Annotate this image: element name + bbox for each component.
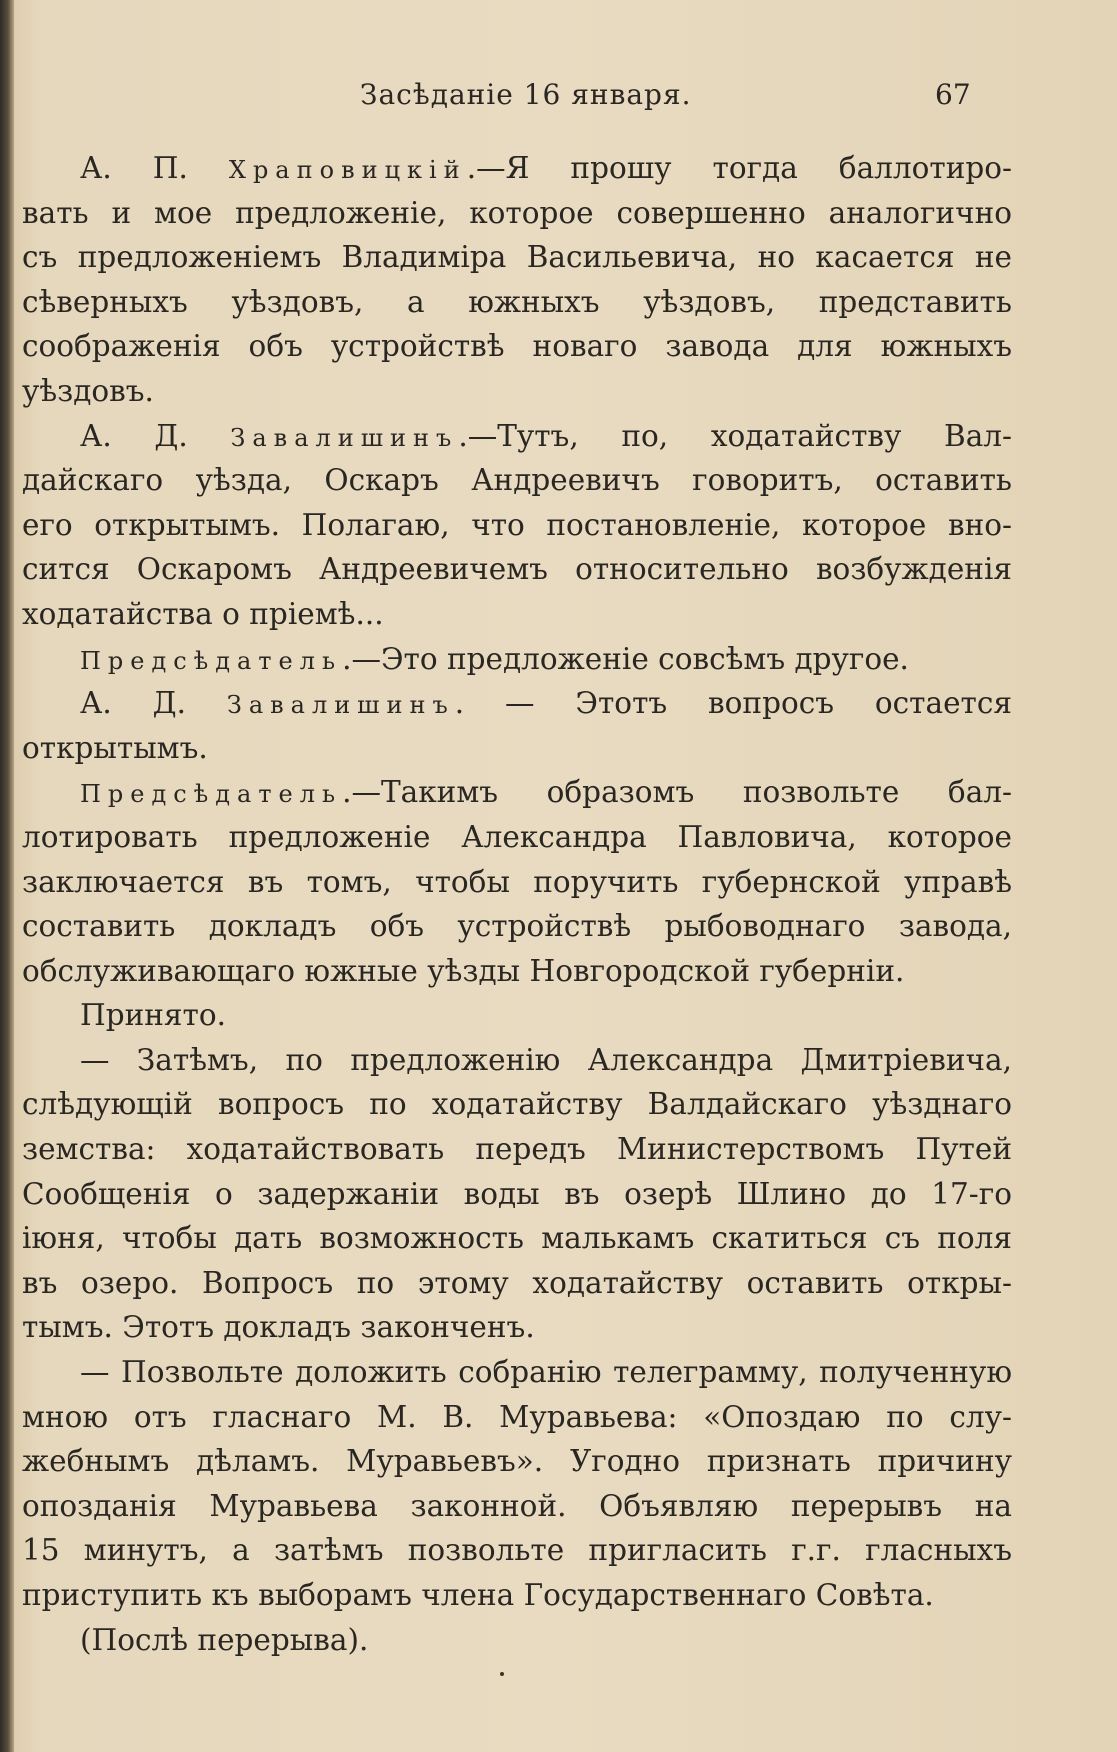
line-text: жебнымъ дѣламъ. Муравьевъ». Угодно признать причину xyxy=(22,1444,1012,1479)
line-text: соображенія объ устройствѣ новаго завода для южныхъ xyxy=(22,329,1012,364)
text-line xyxy=(22,949,1012,994)
speaker-name: Завалишинъ xyxy=(230,423,459,452)
text-line xyxy=(22,1395,1012,1440)
text-line xyxy=(22,503,1012,548)
line-text: обслуживающаго южные уѣзды Новгородской губерніи. xyxy=(22,953,905,988)
line-text: .—Это предложеніе совсѣмъ другое. xyxy=(342,641,909,676)
line-text: его открытымъ. Полагаю, что постановленіе, которое вно- xyxy=(22,507,1012,542)
text-line xyxy=(22,324,1012,369)
line-text: вать и мое предложеніе, которое совершенно аналогично xyxy=(22,195,1012,230)
line-text: іюня, чтобы дать возможность малькамъ скатиться съ поля xyxy=(22,1221,1012,1256)
paragraph xyxy=(22,681,1012,770)
line-text: приступить къ выборамъ члена Государственнаго Совѣта. xyxy=(22,1578,934,1612)
speaker-name: Храповицкій xyxy=(228,156,467,184)
line-text: 15 минутъ, а затѣмъ позвольте пригласить г.г. гласныхъ xyxy=(22,1533,1012,1568)
text-line xyxy=(22,547,1012,592)
line-text: .—Такимъ образомъ позвольте бал- xyxy=(342,775,1012,810)
text-line xyxy=(22,191,1012,236)
paragraph xyxy=(22,146,1012,414)
text-line xyxy=(22,1573,1012,1618)
text-line xyxy=(22,414,1012,459)
paragraph xyxy=(22,770,1012,993)
speaker-name: Предсѣдатель xyxy=(80,646,343,675)
paragraph xyxy=(22,637,1012,682)
paragraph xyxy=(22,993,1012,1038)
line-text: лотировать предложеніе Александра Павловича, которое xyxy=(22,819,1012,854)
text-line xyxy=(22,1172,1012,1217)
speaker-name: Предсѣдатель xyxy=(80,780,343,809)
line-text: въ озеро. Вопросъ по этому ходатайству оставить откры- xyxy=(22,1265,1012,1300)
text-line xyxy=(22,592,1012,637)
text-line xyxy=(22,1618,1012,1663)
text-line xyxy=(22,369,1012,414)
text-line xyxy=(22,146,1012,191)
line-text: . — Этотъ вопросъ остается xyxy=(454,686,1012,721)
text-line xyxy=(22,1484,1012,1529)
speaker-initials: А. Д. xyxy=(80,686,227,721)
line-text: тымъ. Этотъ докладъ законченъ. xyxy=(22,1310,535,1345)
book-spine xyxy=(0,0,14,1752)
running-header xyxy=(0,78,1117,128)
line-text: Принято. xyxy=(80,998,227,1033)
text-line xyxy=(22,904,1012,949)
line-text: составить докладъ объ устройствѣ рыбоводнаго завода, xyxy=(22,909,1012,944)
ink-speck xyxy=(500,1672,504,1676)
speaker-name: Завалишинъ xyxy=(226,691,455,720)
line-text: ходатайства о пріемѣ... xyxy=(22,596,384,631)
text-line xyxy=(22,1127,1012,1172)
text-line xyxy=(22,1305,1012,1350)
line-text: слѣдующій вопросъ по ходатайству Валдайскаго уѣзднаго xyxy=(22,1087,1012,1122)
speaker-initials: А. П. xyxy=(80,151,229,185)
line-text: заключается въ томъ, чтобы поручить губернской управѣ xyxy=(22,864,1012,899)
text-line xyxy=(22,235,1012,280)
line-text: земства: ходатайствовать передъ Министерствомъ Путей xyxy=(22,1132,1012,1167)
text-line xyxy=(22,770,1012,815)
line-text: — Затѣмъ, по предложенію Александра Дмитріевича, xyxy=(80,1042,1012,1077)
paragraph xyxy=(22,1038,1012,1350)
text-line xyxy=(22,1528,1012,1573)
text-line xyxy=(22,1216,1012,1261)
paragraph xyxy=(22,1350,1012,1618)
line-text: мною отъ гласнаго М. В. Муравьева: «Опоздаю по слу- xyxy=(22,1399,1012,1434)
text-line xyxy=(22,1261,1012,1306)
line-text: уѣздовъ. xyxy=(22,373,154,408)
text-line xyxy=(22,726,1012,771)
speaker-initials: А. Д. xyxy=(80,418,231,453)
line-text: (Послѣ перерыва). xyxy=(80,1622,369,1657)
text-line xyxy=(22,1350,1012,1395)
line-text: сится Оскаромъ Андреевичемъ относительно возбужденія xyxy=(22,552,1012,587)
text-line xyxy=(22,860,1012,905)
text-line xyxy=(22,815,1012,860)
page-number: 67 xyxy=(935,78,971,111)
line-text: .—Я прошу тогда баллотиро- xyxy=(466,151,1012,185)
body-text xyxy=(22,146,1012,1662)
line-text: съ предложеніемъ Владиміра Васильевича, но касается не xyxy=(22,240,1012,275)
text-line xyxy=(22,1082,1012,1127)
line-text: опозданія Муравьева законной. Объявляю перерывъ на xyxy=(22,1488,1012,1523)
line-text: дайскаго уѣзда, Оскаръ Андреевичъ говоритъ, оставить xyxy=(22,463,1012,498)
text-line xyxy=(22,637,1012,682)
text-line xyxy=(22,1038,1012,1083)
line-text: сѣверныхъ уѣздовъ, а южныхъ уѣздовъ, представить xyxy=(22,284,1012,319)
text-line xyxy=(22,993,1012,1038)
text-line xyxy=(22,681,1012,726)
paragraph xyxy=(22,414,1012,637)
text-line xyxy=(22,458,1012,503)
header-title: Засѣданіе 16 января. xyxy=(360,78,692,111)
line-text: открытымъ. xyxy=(22,730,208,765)
text-line xyxy=(22,280,1012,325)
text-line xyxy=(22,1439,1012,1484)
line-text: Сообщенія о задержаніи воды въ озерѣ Шлино до 17-го xyxy=(22,1176,1012,1211)
line-text: .—Тутъ, по, ходатайству Вал- xyxy=(458,418,1012,453)
paragraph xyxy=(22,1618,1012,1663)
line-text: — Позвольте доложить собранію телеграмму, полученную xyxy=(80,1355,1012,1390)
